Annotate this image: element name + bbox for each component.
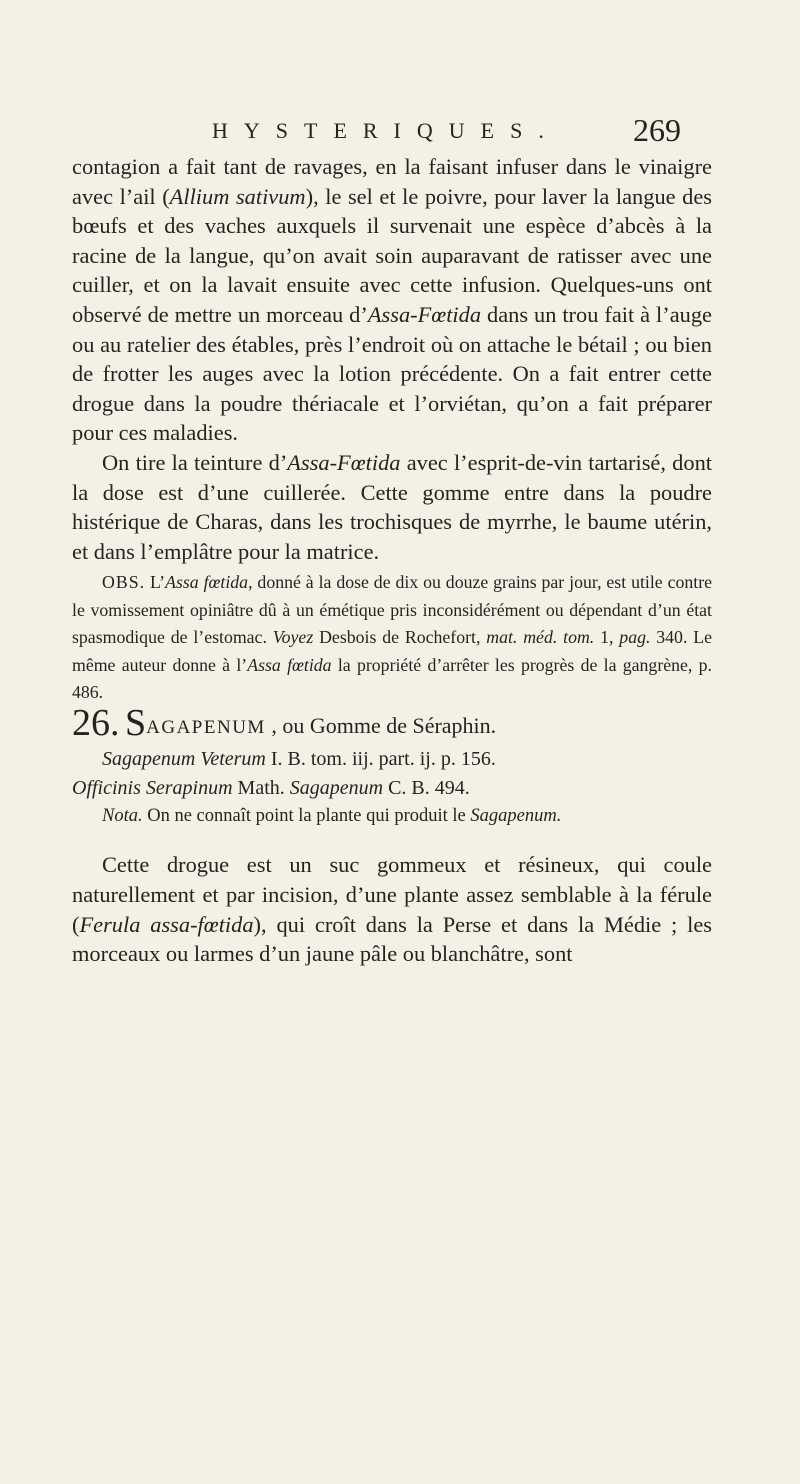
paragraph-3 — [72, 850, 712, 968]
italic-term: Assa fœtida — [165, 572, 249, 593]
text-run: 1, — [594, 627, 620, 648]
observation-note — [72, 569, 712, 706]
italic-term: mat. méd. tom. — [486, 627, 595, 648]
section-number: 26. — [72, 702, 120, 745]
section-name: AGAPENUM — [146, 717, 266, 739]
italic-term: pag. — [619, 627, 651, 648]
body-text — [72, 152, 712, 969]
page-number: 269 — [633, 112, 681, 148]
italic-term: Assa fœtida — [247, 654, 332, 675]
italic-term: Ferula assa-fœtida — [79, 911, 254, 937]
italic-term: Sagapenum. — [470, 806, 562, 827]
italic-term: Officinis Serapinum — [72, 777, 233, 800]
text-run: dans un trou fait à l’auge ou au ratelier des étables, près l’endroit où on attache le bétail ; ou bien de frotter les auges avec la lotion précédente. On a fait entrer cette drogue dans la poudre thériacale et l’orviétan, qu’on a fait préparer pour ces maladies. — [72, 301, 712, 446]
text-run: contagion a fait tant de ravages, en la faisant infuser dans le vinaigre avec l’ail ( — [72, 154, 712, 209]
italic-term: Voyez — [272, 627, 314, 648]
running-title: HYSTERIQUES. — [212, 118, 560, 143]
section-heading — [72, 702, 712, 745]
text-run: 340. Le même auteur donne à l’ — [72, 627, 712, 675]
reference-line-2 — [72, 774, 712, 803]
text-run: On ne connaît point la plante qui produit le — [142, 806, 471, 827]
italic-term: Assa-Fœtida — [287, 449, 401, 475]
text-run: I. B. tom. iij. part. ij. p. 156. — [265, 748, 496, 771]
text-run: L’ — [145, 572, 166, 593]
section-initial: S — [125, 702, 147, 745]
italic-term: Assa-Fœtida — [367, 301, 482, 327]
nota-label: Nota. — [102, 806, 143, 827]
reference-line-1 — [72, 745, 712, 774]
text-run: Desbois de Rochefort, — [313, 627, 487, 648]
text-run: On tire la teinture d’ — [102, 449, 288, 475]
text-run: avec l’esprit-de-vin tartarisé, dont la dose est d’une cuillerée. Cette gomme entre dans la poudre histérique de Charas, dans les trochisques de myrrhe, le baume utérin, et dans l’emplâtre pour la matrice. — [72, 449, 712, 564]
section-title-rest: , ou Gomme de Séraphin. — [271, 713, 497, 739]
obs-label: OBS. — [102, 572, 146, 593]
italic-term: Sagapenum Veterum — [102, 748, 266, 771]
text-run: ), qui croît dans la Perse et dans la Médie ; les morceaux ou larmes d’un jaune pâle ou blanchâtre, sont — [72, 911, 712, 967]
italic-term: Allium sativum — [169, 183, 306, 209]
text-run: la propriété d’arrêter les progrès de la gangrène, p. 486. — [72, 654, 712, 702]
text-run: Cette drogue est un suc gommeux et résineux, qui coule naturellement et par incision, d’une plante assez semblable à la férule ( — [72, 852, 712, 937]
nota-note — [72, 803, 712, 830]
text-run: Math. — [232, 777, 290, 800]
page-header — [0, 112, 800, 152]
paragraph-1 — [72, 152, 712, 448]
paragraph-2 — [72, 448, 712, 566]
text-run: C. B. 494. — [383, 777, 470, 800]
text-run: , donné à la dose de dix ou douze grains par jour, est utile contre le vomissement opiniâtre dû à un émétique pris inconsidérément ou dépendant d’un état spasmodique de l’estomac. — [72, 572, 713, 648]
text-run: ), le sel et le poivre, pour laver la langue des bœufs et des vaches auxquels il survenait une espèce d’abcès à la racine de la langue, qu’on avait soin auparavant de ratisser avec une cuiller, et on la lavait ensuite avec cette infusion. Quelques-uns ont observé de mettre un morceau d’ — [72, 183, 712, 327]
italic-term: Sagapenum — [289, 777, 384, 800]
